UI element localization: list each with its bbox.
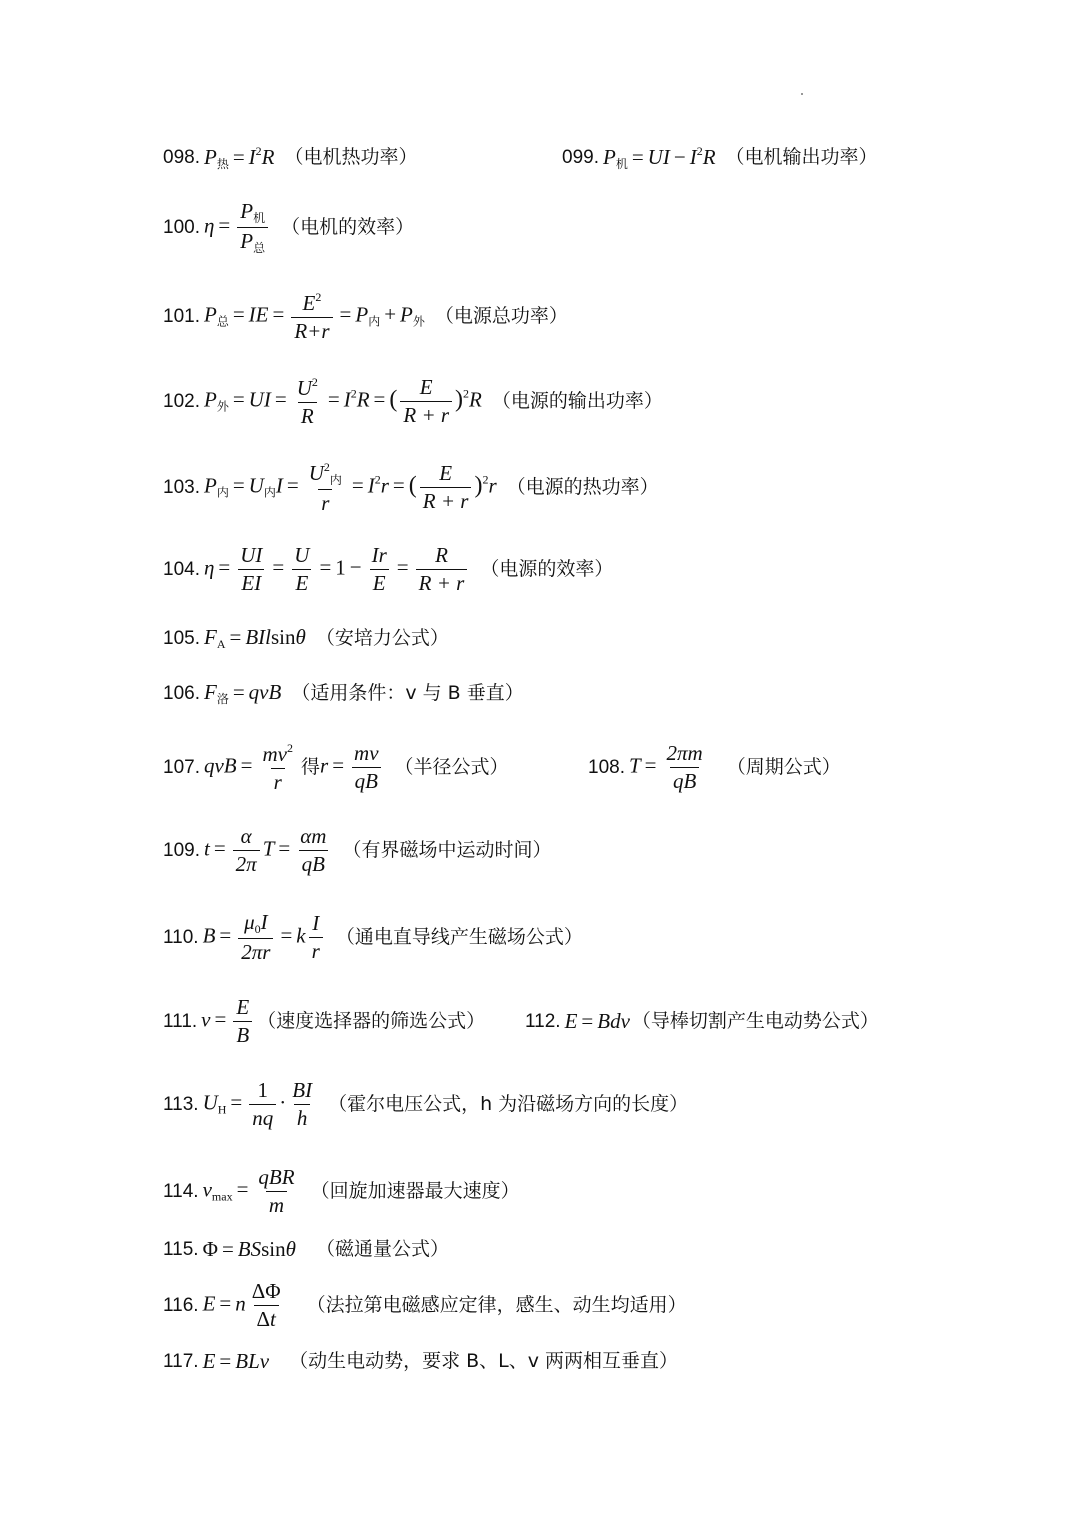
formula-104	[163, 529, 613, 609]
formula-113	[163, 1064, 688, 1144]
formula-number: 100.	[163, 216, 200, 238]
formula-expression: E = BLv	[202, 1348, 270, 1373]
formula-connector: 得	[300, 755, 320, 778]
formula-098	[163, 117, 418, 197]
formula-number: 098.	[163, 146, 200, 168]
formula-note: （动生电动势，要求 B、L、v 两两相互垂直）	[289, 1349, 679, 1372]
formula-111	[163, 981, 485, 1061]
formula-106	[163, 655, 524, 731]
formula-note: （适用条件：v 与 B 垂直）	[291, 681, 524, 704]
formula-099	[562, 117, 878, 197]
formula-number: 106.	[163, 682, 200, 704]
formula-expression: E = Bdv	[564, 1008, 630, 1033]
formula-expression: $F_洛$ = qvB	[203, 679, 282, 706]
formula-number: 115.	[163, 1238, 199, 1260]
formula-expression: qvB = $\frac{mv^2}{r}$	[203, 740, 293, 794]
formula-108	[588, 727, 841, 807]
formula-note: （霍尔电压公式，h 为沿磁场方向的长度）	[328, 1092, 689, 1115]
formula-note: （电源总功率）	[434, 304, 568, 327]
formula-number: 105.	[163, 627, 200, 649]
formula-expression: $F_A = BIlsin\theta$	[203, 624, 306, 651]
formula-expression: $v_{max}$ = $\frac{\text{qBR}}{m}$	[202, 1164, 295, 1217]
formula-note: （有界磁场中运动时间）	[342, 838, 552, 861]
formula-107	[163, 727, 509, 807]
formula-expression: $P_机$ = UI − $I^2R$	[602, 143, 716, 171]
formula-note: （电源的输出功率）	[491, 389, 663, 412]
formula-number: 113.	[163, 1093, 199, 1115]
speck	[801, 93, 803, 95]
formula-103	[163, 447, 659, 527]
formula-expression: η = $\frac{UI}{EI}$ = $\frac{U}{E}$ = 1 − $\frac{Ir}{E}$ = $\frac{R}{R + r}$	[204, 545, 470, 594]
formula-109	[163, 810, 551, 890]
formula-number: 117.	[163, 1350, 199, 1372]
formula-expression: v = $\frac{E}{B}$	[201, 997, 255, 1046]
formula-expression: $P_总$ = IE = $\frac{E^2}{R+r}$ = $P_内 + P_外$	[203, 289, 425, 343]
formula-101	[163, 276, 568, 356]
formula-number: 099.	[562, 146, 599, 168]
formula-number: 109.	[163, 839, 200, 861]
formula-number: 101.	[163, 305, 200, 327]
formula-note: （电机输出功率）	[725, 145, 878, 168]
formula-117	[163, 1323, 678, 1399]
formula-100	[163, 187, 414, 267]
formula-expression: T = $\frac{2\pi m}{qB}$	[628, 740, 703, 793]
formula-number: 112.	[525, 1010, 561, 1032]
formula-expression-2: r = $\frac{mv}{qB}$	[320, 743, 385, 792]
formula-note: （周期公式）	[726, 755, 841, 778]
formula-expression: $P_内 = U_内I$ = $\frac{U^2_内}{r}$ = $I^2r$ = ( $\frac{E}{R + r}$ )$^2$r	[203, 459, 497, 515]
formula-expression: $P_外$ = UI = $\frac{U^2}{R}$ = $I^2R$ = ( $\frac{E}{R + r}$ )$^2$R	[203, 374, 482, 428]
formula-expression: t = $\frac{\alpha}{2\pi}$ T = $\frac{\alpha m}{qB}$	[203, 823, 327, 876]
formula-expression: $P_热 = I^2R$	[203, 143, 275, 171]
formula-number: 111.	[163, 1010, 198, 1032]
formula-number: 102.	[163, 390, 200, 412]
formula-number: 114.	[163, 1180, 199, 1202]
formula-expression: $U_H$ = $\frac{1}{nq}$ · $\frac{BI}{h}$	[202, 1077, 313, 1130]
formula-112	[525, 981, 879, 1061]
formula-expression: E = n $\frac{\Delta\Phi}{\Delta t}$	[202, 1278, 281, 1331]
formula-note: （半径公式）	[394, 755, 509, 778]
formula-expression: Φ = BSsinθ	[202, 1236, 296, 1261]
formula-note: （通电直导线产生磁场公式）	[335, 925, 583, 948]
formula-number: 108.	[588, 756, 625, 778]
formula-note: （电机热功率）	[284, 145, 418, 168]
formula-note: （回旋加速器最大速度）	[310, 1179, 520, 1202]
formula-note: （安培力公式）	[315, 626, 449, 649]
formula-expression: B = $\frac{\mu_0I}{2\pi r}$ = k $\frac{I}{r}$	[203, 912, 326, 963]
formula-note: （电源的效率）	[480, 557, 614, 580]
formula-note: （磁通量公式）	[315, 1237, 449, 1260]
formula-note: （电机的效率）	[281, 215, 415, 238]
formula-number: 116.	[163, 1294, 199, 1316]
formula-note: （导棒切割产生电动势公式）	[631, 1009, 879, 1032]
formula-number: 110.	[163, 926, 199, 948]
formula-110	[163, 897, 583, 977]
formula-note: （速度选择器的筛选公式）	[257, 1009, 486, 1032]
formula-note: （法拉第电磁感应定律，感生、动生均适用）	[306, 1293, 687, 1316]
formula-number: 107.	[163, 756, 200, 778]
formula-102	[163, 361, 663, 441]
formula-note: （电源的热功率）	[506, 475, 659, 498]
formula-number: 103.	[163, 476, 200, 498]
formula-expression: η = $\frac{P_机}{P_总}$	[204, 201, 271, 254]
formula-number: 104.	[163, 558, 200, 580]
